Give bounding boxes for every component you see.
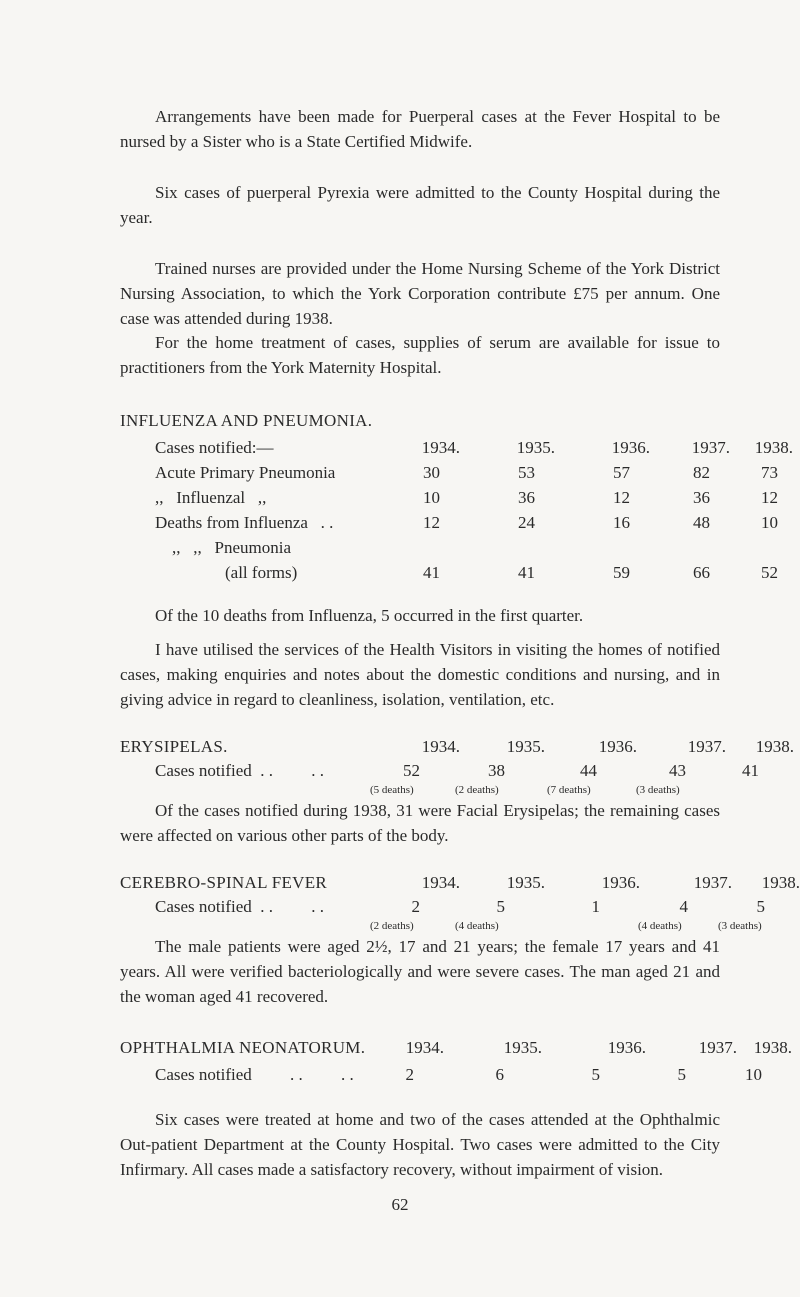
influenza-cell: 48 [693,513,710,532]
influenza-cell: 53 [518,463,535,482]
cerebro-spinal-note: The male patients were aged 2½, 17 and 21 years; the female 17 years and 41 years. All were verified bacteriologically and were severe cases. The man aged 21 and the woman aged 41 recovered. [120,937,720,1006]
ophthalmia-cell: 5 [591,1065,600,1084]
puerperal-pyrexia-paragraph: Six cases of puerperal Pyrexia were admitted to the County Hospital during the year. [120,183,720,227]
home-nursing-paragraph: Trained nurses are provided under the Home Nursing Scheme of the York District Nursing Association, to which the York Corporation contribute £75 per annum. One case was attended during 1938. [120,259,720,328]
page-number: 62 [391,1195,409,1214]
cerebro-spinal-cell: 5 [756,897,765,916]
influenza-cell: 57 [613,463,630,482]
ophthalmia-year: 1934. [405,1038,444,1057]
erysipelas-year: 1938. [755,737,794,756]
influenza-year: 1936. [611,438,650,457]
cerebro-spinal-year: 1938. [761,873,800,892]
influenza-cell: 10 [761,513,778,532]
cerebro-spinal-cell: 2 [411,897,420,916]
ophthalmia-year: 1936. [607,1038,646,1057]
cerebro-spinal-cell: 4 [679,897,688,916]
influenza-cell: 24 [518,513,535,532]
cerebro-spinal-cell: 5 [496,897,505,916]
influenza-heading: INFLUENZA AND PNEUMONIA. [120,411,373,430]
erysipelas-cell: 43 [669,761,686,780]
erysipelas-cell: 38 [488,761,505,780]
erysipelas-cell: 44 [580,761,597,780]
erysipelas-deaths: (3 deaths) [636,784,680,796]
influenza-note: Of the 10 deaths from Influenza, 5 occurred in the first quarter. [155,606,584,625]
influenza-cell: 36 [693,488,710,507]
erysipelas-cell: 52 [403,761,420,780]
influenza-cell: 30 [423,463,440,482]
influenza-cell: 52 [761,563,778,582]
erysipelas-row-label: Cases notified . . . . [155,761,325,780]
cerebro-spinal-deaths: (4 deaths) [638,920,682,932]
erysipelas-year: 1935. [506,737,545,756]
influenza-cell: 41 [518,563,535,582]
influenza-cell: 36 [518,488,535,507]
influenza-cell: 16 [613,513,630,532]
ophthalmia-cell: 5 [677,1065,686,1084]
erysipelas-year: 1937. [687,737,726,756]
serum-paragraph: For the home treatment of cases, supplies of serum are available for issue to practitioners from the York Maternity Hospital. [120,333,720,377]
erysipelas-year: 1934. [421,737,460,756]
ophthalmia-heading: OPHTHALMIA NEONATORUM. [120,1038,366,1057]
erysipelas-cell: 41 [742,761,759,780]
influenza-year: 1935. [516,438,555,457]
influenza-header-label: Cases notified:— [155,438,274,457]
influenza-row-label: ,, Influenzal ,, [155,488,267,507]
ophthalmia-cell: 2 [405,1065,414,1084]
cerebro-spinal-deaths: (4 deaths) [455,920,499,932]
cerebro-spinal-heading: CEREBRO-SPINAL FEVER [120,873,328,892]
ophthalmia-year: 1935. [503,1038,542,1057]
erysipelas-deaths: (7 deaths) [547,784,591,796]
cerebro-spinal-year: 1937. [693,873,732,892]
influenza-cell: 82 [693,463,710,482]
puerperal-nursing-paragraph: Arrangements have been made for Puerperal cases at the Fever Hospital to be nursed by a Sister who is a State Certified Midwife. [120,107,720,151]
ophthalmia-row-label: Cases notified . . . . [155,1065,354,1084]
ophthalmia-note: Six cases were treated at home and two of the cases attended at the Ophthalmic Out-patient Department at the County Hospital. Two cases were admitted to the City Infirmary. All cases made a satisfactory recovery, without impairment of vision. [120,1110,720,1179]
cerebro-spinal-year: 1934. [421,873,460,892]
cerebro-spinal-row-label: Cases notified . . . . [155,897,325,916]
ophthalmia-year: 1938. [753,1038,792,1057]
ophthalmia-year: 1937. [698,1038,737,1057]
influenza-cell: 10 [423,488,440,507]
influenza-year: 1937. [691,438,730,457]
influenza-row-label: ,, ,, Pneumonia [172,538,291,557]
erysipelas-heading: ERYSIPELAS. [120,737,228,756]
erysipelas-deaths: (2 deaths) [455,784,499,796]
influenza-row-label: (all forms) [225,563,298,582]
influenza-cell: 41 [423,563,440,582]
influenza-year: 1938. [754,438,793,457]
cerebro-spinal-cell: 1 [591,897,600,916]
influenza-cell: 66 [693,563,710,582]
influenza-cell: 12 [423,513,440,532]
influenza-cell: 73 [761,463,778,482]
influenza-row-label: Acute Primary Pneumonia [155,463,336,482]
cerebro-spinal-deaths: (2 deaths) [370,920,414,932]
cerebro-spinal-deaths: (3 deaths) [718,920,762,932]
ophthalmia-cell: 6 [495,1065,504,1084]
influenza-year: 1934. [421,438,460,457]
influenza-cell: 12 [761,488,778,507]
cerebro-spinal-year: 1936. [601,873,640,892]
erysipelas-year: 1936. [598,737,637,756]
influenza-cell: 12 [613,488,630,507]
cerebro-spinal-year: 1935. [506,873,545,892]
influenza-cell: 59 [613,563,630,582]
erysipelas-deaths: (5 deaths) [370,784,414,796]
influenza-row-label: Deaths from Influenza . . [155,513,334,532]
erysipelas-note: Of the cases notified during 1938, 31 were Facial Erysipelas; the remaining cases were affected on various other parts of the body. [120,801,720,845]
health-visitors-paragraph: I have utilised the services of the Health Visitors in visiting the homes of notified cases, making enquiries and notes about the domestic conditions and nursing, and in giving advice in regard to cleanliness, isolation, ventilation, etc. [120,640,720,709]
ophthalmia-cell: 10 [745,1065,762,1084]
